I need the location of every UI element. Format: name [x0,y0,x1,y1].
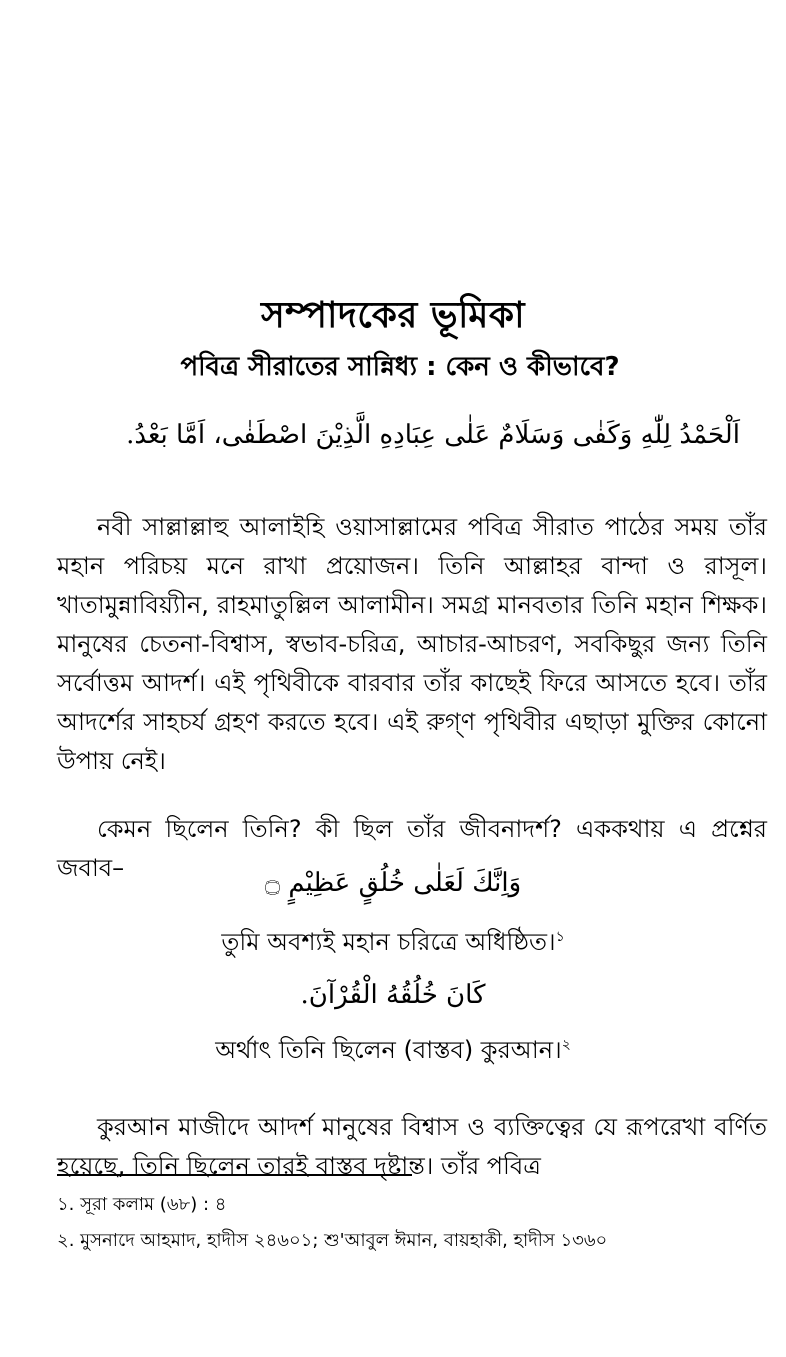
hadith-translation [0,1032,786,1072]
verse-translation-text: তুমি অবশ্যই মহান চরিত্রে অধিষ্ঠিত। [221,928,556,956]
footnote-divider [57,1174,412,1176]
page-subtitle: পবিত্র সীরাতের সান্নিধ্য : কেন ও কীভাবে? [180,352,620,382]
arabic-opening-invocation: اَلْحَمْدُ لِلّٰهِ وَكَفٰى وَسَلَامٌ عَلٰى عِبَادِهِ الَّذِيْنَ اصْطَفٰى، اَمَّا بَعْدُ. [126,420,740,450]
paragraph-continuation: কুরআন মাজীদে আদর্শ মানুষের বিশ্বাস ও ব্যক্তিত্বের যে রূপরেখা বর্ণিত হয়েছে, তিনি ছিলেন তারই বাস্তব দৃষ্টান্ত। তাঁর পবিত্র [57,1113,767,1180]
paragraph-intro: নবী সাল্লাল্লাহু আলাইহি ওয়াসাল্লামের পবিত্র সীরাত পাঠের সময় তাঁর মহান পরিচয় মনে রাখা প্রয়োজন। তিনি আল্লাহর বান্দা ও রাসূল। খাতামুন্নাবিয়্যীন, রাহমাতুল্লিল আলামীন। সমগ্র মানবতার তিনি মহান শিক্ষক। মানুষের চেতনা-বিশ্বাস, স্বভাব-চরিত্র, আচার-আচরণ, সবকিছুর জন্য তিনি সর্বোত্তম আদর্শ। এই পৃথিবীকে বারবার তাঁর কাছেই ফিরে আসতে হবে। তাঁর আদর্শের সাহচর্য গ্রহণ করতে হবে। এই রুগ্ণ পৃথিবীর এছাড়া মুক্তির কোনো উপায় নেই। [57,513,767,775]
footnote-2: ২. মুসনাদে আহমাদ, হাদীস ২৪৬০১; শু'আবুল ঈমান, বায়হাকী, হাদীস ১৩৬০ [57,1230,608,1251]
footnote-ref-2[interactable]: ২ [561,1037,571,1053]
verse-translation [0,924,786,964]
hadith-translation-text: অর্থাৎ তিনি ছিলেন (বাস্তব) কুরআন। [215,1036,562,1064]
footnote-1: ১. সূরা কলাম (৬৮) : ৪ [57,1194,227,1215]
page-title: সম্পাদকের ভূমিকা [260,295,526,336]
arabic-hadith-quote: كَانَ خُلُقُهُ الْقُرْآنَ. [300,980,486,1010]
paragraph-question: কেমন ছিলেন তিনি? কী ছিল তাঁর জীবনাদর্শ? এককথায় এ প্রশ্নের জবাব– [57,815,767,882]
arabic-quran-verse: وَاِنَّكَ لَعَلٰى خُلُقٍ عَظِيْمٍ ۝ [264,868,522,898]
footnote-ref-1[interactable]: ১ [555,929,565,945]
